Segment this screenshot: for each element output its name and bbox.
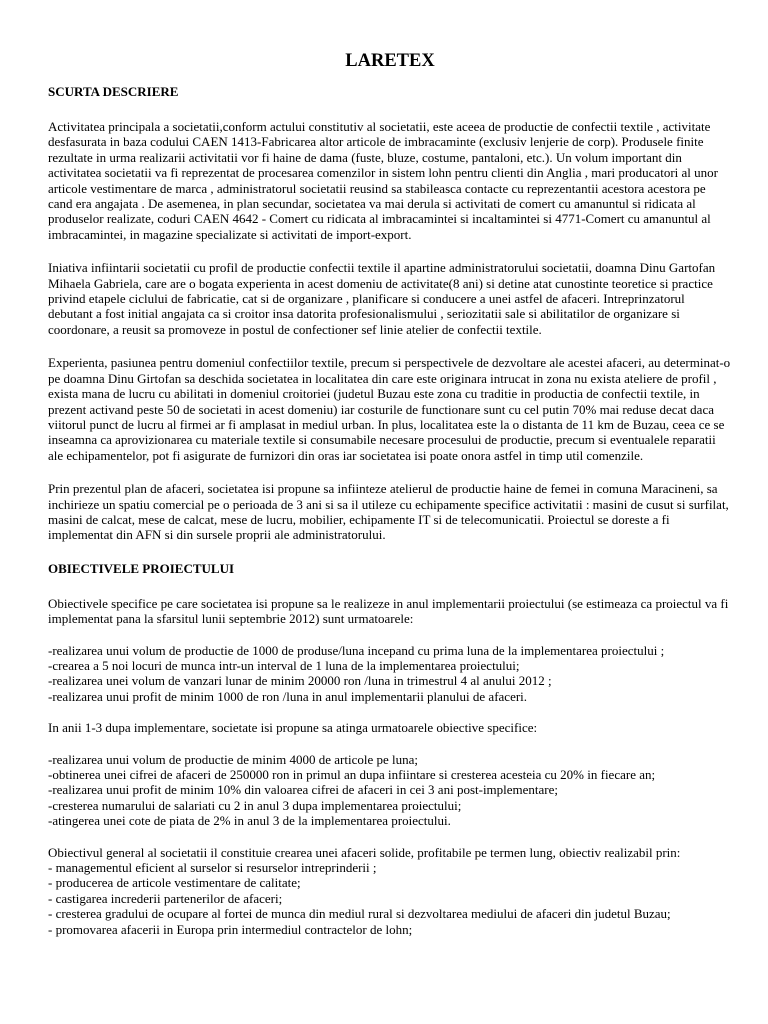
list-item: -realizarea unui volum de productie de 1000 de produse/luna incepand cu prima luna de la implementarea proiectului ;	[48, 642, 665, 658]
list-item: - managementul eficient al surselor si resurselor intreprinderii ;	[48, 860, 377, 876]
list-item: -cresterea numarului de salariati cu 2 in anul 3 dupa implementarea proiectului;	[48, 797, 462, 813]
list-item: -crearea a 5 noi locuri de munca intr-un interval de 1 luna de la implementarea proiectului;	[48, 657, 520, 673]
list-item: - producerea de articole vestimentare de calitate;	[48, 875, 301, 891]
list-item: -realizarea unui profit de minim 10% din valoarea cifrei de afaceri in cei 3 ani post-implementare;	[48, 782, 559, 798]
list-item: - cresterea gradului de ocupare al fortei de munca din mediul rural si dezvoltarea mediului de afaceri din judetul Buzau;	[48, 906, 671, 922]
objectives-year1-list	[48, 643, 732, 705]
list-item: -realizarea unei volum de vanzari lunar de minim 20000 ron /luna in trimestrul 4 al anului 2012 ;	[48, 673, 552, 689]
paragraph-business-plan: Prin prezentul plan de afaceri, societatea isi propune sa infiinteze atelierul de productie haine de femei in comuna Maracineni, sa inchirieze un spatiu comercial pe o perioada de 3 ani si sa il utileze cu echipamente specifice activitatii : masini de cusut si surfilat, masini de calcat, mese de calcat, mese de lucru, mobilier, echipamente IT si de telecomunicatii. Proiectul se doreste a fi implementat din AFN si din sursele proprii ale administratorului.	[48, 481, 729, 543]
section-heading-objectives: OBIECTIVELE PROIECTULUI	[48, 560, 235, 576]
paragraph-activity: Activitatea principala a societatii,conform actului constitutiv al societatii, este aceea de productie de confectii textile , activitate desfasurata in baza codului CAEN 1413-Fabricarea altor articole de imbracaminte (exclusiv lenjerie de corp). Produsele finite rezultate in urma realizarii activitatii vor fi haine de dama (fuste, bluze, costume, pantaloni, etc.). Un volum important din activitatea societatii va fi reprezentat de procesarea comenzilor in sistem lohn pentru clienti din Anglia , mari producatori al unor articole vestimentare de marca , administratorul societatii reusind sa stabileasca contacte cu reprezentantii acestora acestora pe cand era angajata . De asemenea, in plan secundar, societatea va mai derula si activitati de comert cu amanuntul si ridicata al produselor realizate, coduri CAEN 4642 - Comert cu ridicata al imbracamintei si incaltamintei si 4771-Comert cu amanuntul al imbracamintei, in magazine specializate si activitati de import-export.	[48, 119, 718, 242]
list-item: -realizarea unui profit de minim 1000 de ron /luna in anul implementarii planului de afaceri.	[48, 688, 528, 704]
section-heading-description: SCURTA DESCRIERE	[48, 84, 179, 99]
list-item: -obtinerea unei cifrei de afaceri de 250000 ron in primul an dupa infiintare si cresterea acesteia cu 20% in fiecare an;	[48, 767, 656, 782]
list-item: - castigarea increderii partenerilor de afaceri;	[48, 890, 283, 906]
general-objective-list	[48, 860, 732, 937]
objectives-later-list	[48, 752, 732, 829]
paragraph-general-objective-intro: Obiectivul general al societatii il constituie crearea unei afaceri solide, profitabile pe termen lung, obiectiv realizabil prin:	[48, 844, 681, 860]
paragraph-initiative: Iniativa infiintarii societatii cu profil de productie confectii textile il apartine administratorului societatii, doamna Dinu Gartofan Mihaela Gabriela, care are o bogata experienta in acest domeniu de activitate(8 ani) si detine atat cunostinte teoretice si practice privind etapele ciclului de fabricatie, cat si de organizare , planificare si conducere a unei astfel de afaceri. Intreprinzatorul debutant a fost initial angajata ca si croitor insa datorita profesionalismului , seriozitatii sale si abilitatilor de organizare si coordonare, a reusit sa promoveze in postul de confectioner sef linie atelier de confectii textile.	[48, 260, 716, 337]
paragraph-objectives-intro: Obiectivele specifice pe care societatea isi propune sa le realizeze in anul implementarii proiectului (se estimeaza ca proiectul va fi implementat pana la sfarsitul lunii septembrie 2012) sunt urmatoarele:	[48, 595, 729, 627]
list-item: -realizarea unui volum de productie de minim 4000 de articole pe luna;	[48, 751, 419, 767]
paragraph-experience: Experienta, pasiunea pentru domeniul confectiilor textile, precum si perspectivele de dezvoltare ale acestei afaceri, au determinat-o pe doamna Dinu Girtofan sa deschida societatea in localitatea din care este originara intrucat in zona nu exista ateliere de profil , exista mana de lucru cu abilitati in domeniul croitoriei (judetul Buzau este zona cu traditie in productia de confectii textile, in prezent activand peste 50 de societati in acest domeniu) iar costurile de functionare sunt cu cel putin 70% mai reduse decat daca viitorul punct de lucru al firmei ar fi amplasat in mediul urban. In plus, localitatea este la o distanta de 11 km de Buzau, ceea ce se inseamna ca aprovizionarea cu materiale textile si consumabile necesare procesului de productie, precum si eventualele reparatii ale echipamentelor, pot fi asigurate de furnizori din oras iar societatea isi poate onora astfel in timp util comenzile.	[48, 355, 731, 463]
document-title: LARETEX	[345, 51, 435, 71]
list-item: -atingerea unei cote de piata de 2% in anul 3 de la implementarea proiectului.	[48, 813, 451, 829]
list-item: - promovarea afacerii in Europa prin intermediul contractelor de lohn;	[48, 921, 413, 937]
paragraph-objectives-later-intro: In anii 1-3 dupa implementare, societate isi propune sa atinga urmatoarele obiective specifice:	[48, 720, 538, 736]
